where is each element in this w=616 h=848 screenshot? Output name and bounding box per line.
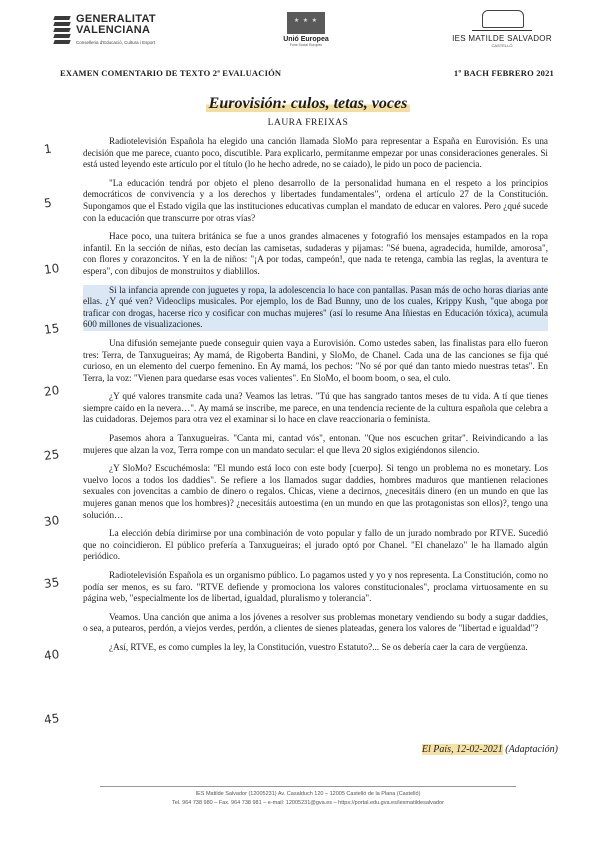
paragraph: Una difusión semejante puede conseguir quien vaya a Eurovisión. Como ustedes saben, las finalistas para ello fueron tres: Terra, de Tanxugueiras; Ay mamá, de Rigoberta Bandini, y SloMo, de Chanel. Cada una de las canciones se fija qué curioso, en un elemento del cuerpo femenino. En Ay mamá, los pechos: "No sé por qué dan tanto miedo nuestras tetas". En Terra, la voz: "Vienen para quedarse esas voces valientes". En SloMo, el boom boom, o sea, el culo. xyxy=(83,337,548,383)
line-number: 15 xyxy=(43,321,61,337)
source-note: (Adaptación) xyxy=(505,744,558,755)
line-number: 10 xyxy=(43,261,61,277)
article-source xyxy=(422,744,558,755)
exam-course-date: 1º BACH FEBRERO 2021 xyxy=(453,68,554,78)
line-number: 30 xyxy=(43,513,61,529)
paragraph: Hace poco, una tuitera británica se fue a unos grandes almacenes y fotografió los mensajes estampados en la ropa infantil. En la sección de niñas, esto decían las camisetas, sudaderas y pijamas: "Sé buena, agradecida, humilde, amorosa", con flores y corazoncitos. Y en la de niños: "¡A por todas, campeón!, que nada te retenga, cambia las reglas, la aventura te espera", con dibujos de monstruitos y diablillos. xyxy=(83,231,548,276)
school-name: IES MATILDE SALVADOR xyxy=(452,34,552,43)
generalitat-name: GENERALITAT VALENCIANA xyxy=(76,13,156,36)
eu-subtitle: Fons Social Europeu xyxy=(289,43,323,47)
paragraph: ¿Y SloMo? Escuchémosla: "El mundo está loco con este body [cuerpo]. Si tengo un problema no es monetary. Los vuelvo locos a todos los daddies". Se refiere a los llamados sugar daddies, hombres maduros que mantienen relaciones sexuales con jovencitas a cambio de dinero o regalos. Chicas, viene a decirnos, ¿necesitáis dinero (en un mundo en que las mujeres ganan menos que los hombres)? ¿necesitáis autoestima (en un mundo en que las protagonistas son ellos)?, tengo una solución… xyxy=(83,463,548,520)
line-number: 35 xyxy=(43,575,61,591)
article-title: Eurovisión: culos, tetas, voces xyxy=(0,95,616,113)
page-footer xyxy=(0,790,616,808)
article-author: LAURA FREIXAS xyxy=(267,118,349,128)
paragraph: "La educación tendrá por objeto el pleno desarrollo de la personalidad humana en el respeto a los principios democráticos de convivencia y a los derechos y libertades fundamentales", ordena el artículo 27 de la Constitución. Supongamos que el Estado vigila que las instituciones educativas cumplan el mandato de educar en valores. Pero ¿qué sucede con la educación que transcurre por otras vías? xyxy=(83,177,548,223)
exam-heading: EXAMEN COMENTARIO DE TEXTO 2ª EVALUACIÓN xyxy=(60,68,282,78)
paragraph: Veamos. Una canción que anima a los jóvenes a resolver sus problemas monetary vendiendo su body a sugar daddies, o sea, a putearos, perdón, a viejos verdes, perdón, a clientes de sienes plateadas, genera los valores de "libertad e igualdad"? xyxy=(83,611,548,634)
paragraph-highlighted: Si la infancia aprende con juguetes y ropa, la adolescencia lo hace con pantallas. Pasan más de ocho horas diarias ante ellas. ¿Y qué ven? Videoclips musicales. Por ejemplo, los de Bad Bunny, uno de los cuales, Krippy Kush, "que aboga por traficar con drogas, hacerse rico y cosificar con muchas mujeres" (así lo resume Ana Iñiestas en Educación tóxica), acumula 600 millones de visualizaciones. xyxy=(83,284,548,330)
paragraph: Pasemos ahora a Tanxugueiras. "Canta mi, cantad vós", entonan. "Que nos escuchen gritar". Reivindicando a las mujeres que alzan la voz, Terra rompe con un mandato secular: el que lleva 20 siglos exigiéndonos silencio. xyxy=(83,433,548,455)
paragraph: La elección debía dirimirse por una combinación de voto popular y fallo de un jurado nombrado por RTVE. Sucedió que no coincidieron. El público prefería a Tanxugueiras; el jurado optó por Chanel. "El chanelazo" le ha llamado algún periódico. xyxy=(83,528,548,562)
line-number: 1 xyxy=(43,141,53,157)
generalitat-logo xyxy=(54,14,174,60)
footer-address: IES Matilde Salvador (12005231) Av. Casalduch 120 – 12005 Castelló de la Plana (Castelló) xyxy=(195,791,421,797)
line-number: 5 xyxy=(43,195,53,211)
paragraph: ¿Así, RTVE, es como cumples la ley, la Constitución, vuestro Estatuto?... Se os debería caer la cara de vergüenza. xyxy=(109,641,528,652)
source-publication: El País, 12-02-2021 xyxy=(421,744,503,755)
line-number: 25 xyxy=(43,447,61,463)
article-body xyxy=(83,136,548,661)
paragraph: Radiotelevisión Española es un organismo público. Lo pagamos usted y yo y nos representa. La Constitución, como no podía ser menos, es su faro. "RTVE defiende y promociona los valores constitucionales", proclama virtuosamente en su página web, "especialmente los de libertad, igualdad, pluralismo y tolerancia". xyxy=(83,570,548,604)
paragraph: Radiotelevisión Española ha elegido una canción llamada SloMo para representar a España en Eurovisión. Es una decisión que me parece, cuanto poco, discutible. Para explicarlo, permítanme empezar por unas consideraciones generales. Si está usted leyendo este artículo por el título (lo he hecho adrede, no se caiado), le pido un poco de paciencia. xyxy=(83,136,548,170)
line-number: 40 xyxy=(43,647,61,663)
generalitat-emblem-icon xyxy=(54,16,70,48)
footer-contact: Tel. 964 738 980 – Fax. 964 738 981 – e-mail: 12005231@gva.es – https://portal.edu.gva.es/iesmatildesalvador xyxy=(172,800,444,806)
generalitat-department: Conselleria d'Educació, Cultura i Esport xyxy=(76,40,156,45)
eu-flag-icon xyxy=(287,12,325,34)
line-number: 45 xyxy=(43,711,61,727)
school-city: CASTELLÓ xyxy=(491,43,513,48)
eu-title: Unió Europea xyxy=(283,36,329,43)
school-emblem-icon xyxy=(472,8,532,31)
eu-logo xyxy=(270,12,342,62)
footer-divider xyxy=(100,786,516,787)
paragraph: ¿Y qué valores transmite cada una? Veamos las letras. "Tú que has sangrado tantos meses de tu vida. A tí que tienes siempre caído en la nevera…". Ay mamá se inscribe, me parece, en una tendencia reciente de la cultura española que celebra a las cuidadoras. Dejemos para otra vez el examinar si lo hace en clave reaccionaria o feminista. xyxy=(83,391,548,425)
school-logo xyxy=(452,8,552,58)
line-number: 20 xyxy=(43,383,61,399)
